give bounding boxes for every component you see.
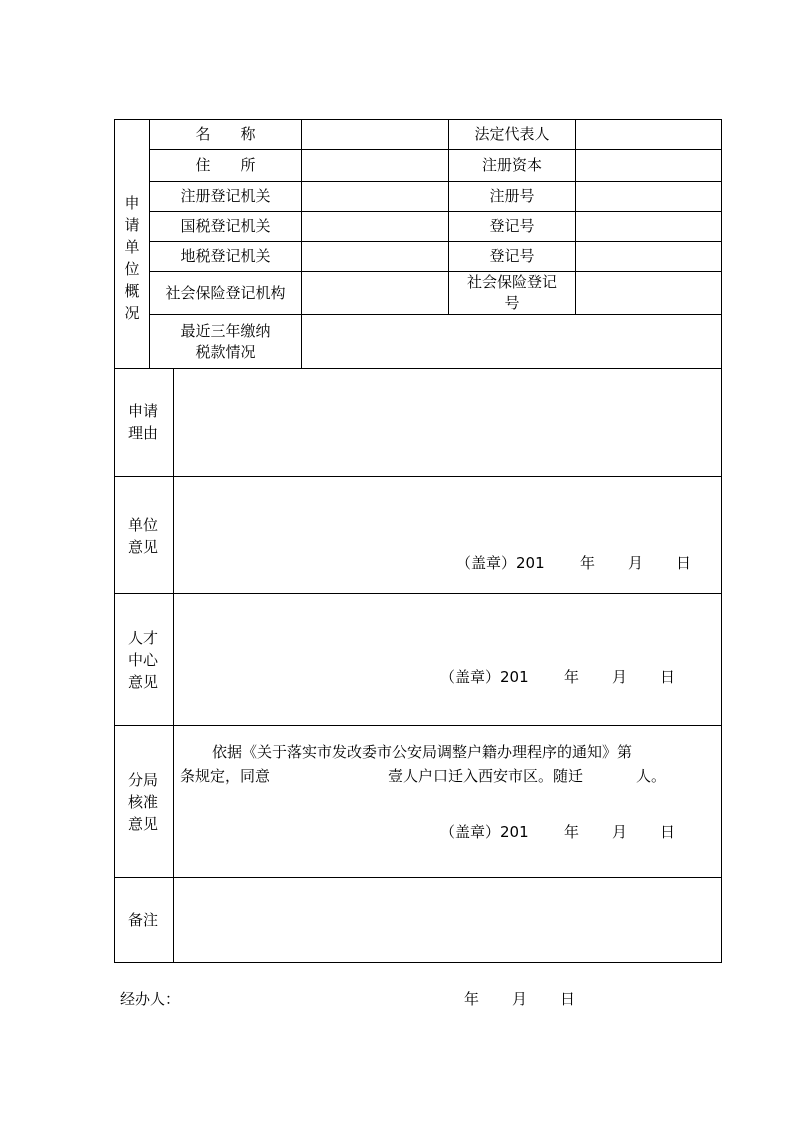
reason-field[interactable] [174, 369, 721, 476]
table-border-left [114, 119, 115, 963]
footer-year: 年 [464, 990, 480, 1008]
remarks-label: 备注 [127, 911, 158, 929]
unit-opinion-field[interactable] [174, 477, 721, 593]
branch-approval-text-line1: 依据《关于落实市发改委市公安局调整户籍办理程序的通知》第 [212, 743, 633, 761]
address-label: 住 所 [195, 156, 256, 174]
unit-opinion-month: 月 [628, 554, 644, 572]
national-tax-authority-field[interactable] [302, 212, 448, 241]
legal-rep-label: 法定代表人 [474, 125, 550, 143]
branch-approval-year: 年 [564, 823, 580, 841]
table-border-bottom [114, 962, 722, 963]
unit-opinion-seal: （盖章）201 [456, 554, 545, 572]
registered-capital-label: 注册资本 [481, 156, 542, 174]
tax-history-label: 最近三年缴纳 税款情况 [180, 321, 271, 361]
branch-approval-month: 月 [612, 823, 628, 841]
local-tax-authority-label: 地税登记机关 [180, 247, 271, 265]
local-tax-authority-field[interactable] [302, 242, 448, 271]
talent-center-field[interactable] [174, 594, 721, 725]
address-field[interactable] [302, 150, 448, 181]
section-divider [114, 725, 722, 726]
branch-approval-label: 分局 核准 意见 [127, 771, 158, 833]
registration-authority-label: 注册登记机关 [180, 187, 271, 205]
talent-center-seal: （盖章）201 [440, 668, 529, 686]
unit-opinion-day: 日 [676, 554, 692, 572]
overview-section-label: 申 请 单 位 概 况 [124, 194, 140, 322]
national-tax-number-label: 登记号 [489, 217, 535, 235]
social-insurance-authority-label: 社会保险登记机构 [165, 283, 286, 302]
social-insurance-number-label: 社会保险登记 号 [466, 273, 557, 312]
approved-person-field[interactable] [278, 766, 386, 788]
talent-center-label: 人才 中心 意见 [127, 629, 158, 691]
footer-month: 月 [512, 990, 528, 1008]
social-insurance-authority-field[interactable] [302, 272, 448, 314]
name-field[interactable] [302, 120, 448, 149]
registered-capital-field[interactable] [576, 150, 721, 181]
handler-label: 经办人： [120, 990, 181, 1008]
local-tax-number-label: 登记号 [489, 247, 535, 265]
branch-approval-text-line2a: 条规定，同意 [180, 767, 271, 785]
branch-approval-text-line2b: 壹人户口迁入西安市区。随迁 [388, 767, 584, 785]
registration-number-field[interactable] [576, 182, 721, 211]
registration-authority-field[interactable] [302, 182, 448, 211]
social-insurance-number-field[interactable] [576, 272, 721, 314]
legal-rep-field[interactable] [576, 120, 721, 149]
remarks-field[interactable] [174, 878, 721, 962]
branch-approval-day: 日 [660, 823, 676, 841]
talent-center-day: 日 [660, 668, 676, 686]
talent-center-year: 年 [564, 668, 580, 686]
reason-label: 申请 理由 [127, 402, 158, 442]
handler-field[interactable] [180, 989, 440, 1011]
branch-approval-seal: （盖章）201 [440, 823, 529, 841]
national-tax-number-field[interactable] [576, 212, 721, 241]
unit-opinion-year: 年 [580, 554, 596, 572]
talent-center-month: 月 [612, 668, 628, 686]
name-label: 名 称 [195, 125, 256, 143]
local-tax-number-field[interactable] [576, 242, 721, 271]
branch-approval-text-line2c: 人。 [636, 767, 667, 785]
tax-history-field[interactable] [302, 315, 721, 368]
footer-day: 日 [560, 990, 576, 1008]
accompanying-count-field[interactable] [598, 766, 634, 788]
national-tax-authority-label: 国税登记机关 [180, 217, 271, 235]
registration-number-label: 注册号 [489, 187, 535, 205]
table-border-right [721, 119, 722, 963]
unit-opinion-label: 单位 意见 [127, 516, 158, 556]
